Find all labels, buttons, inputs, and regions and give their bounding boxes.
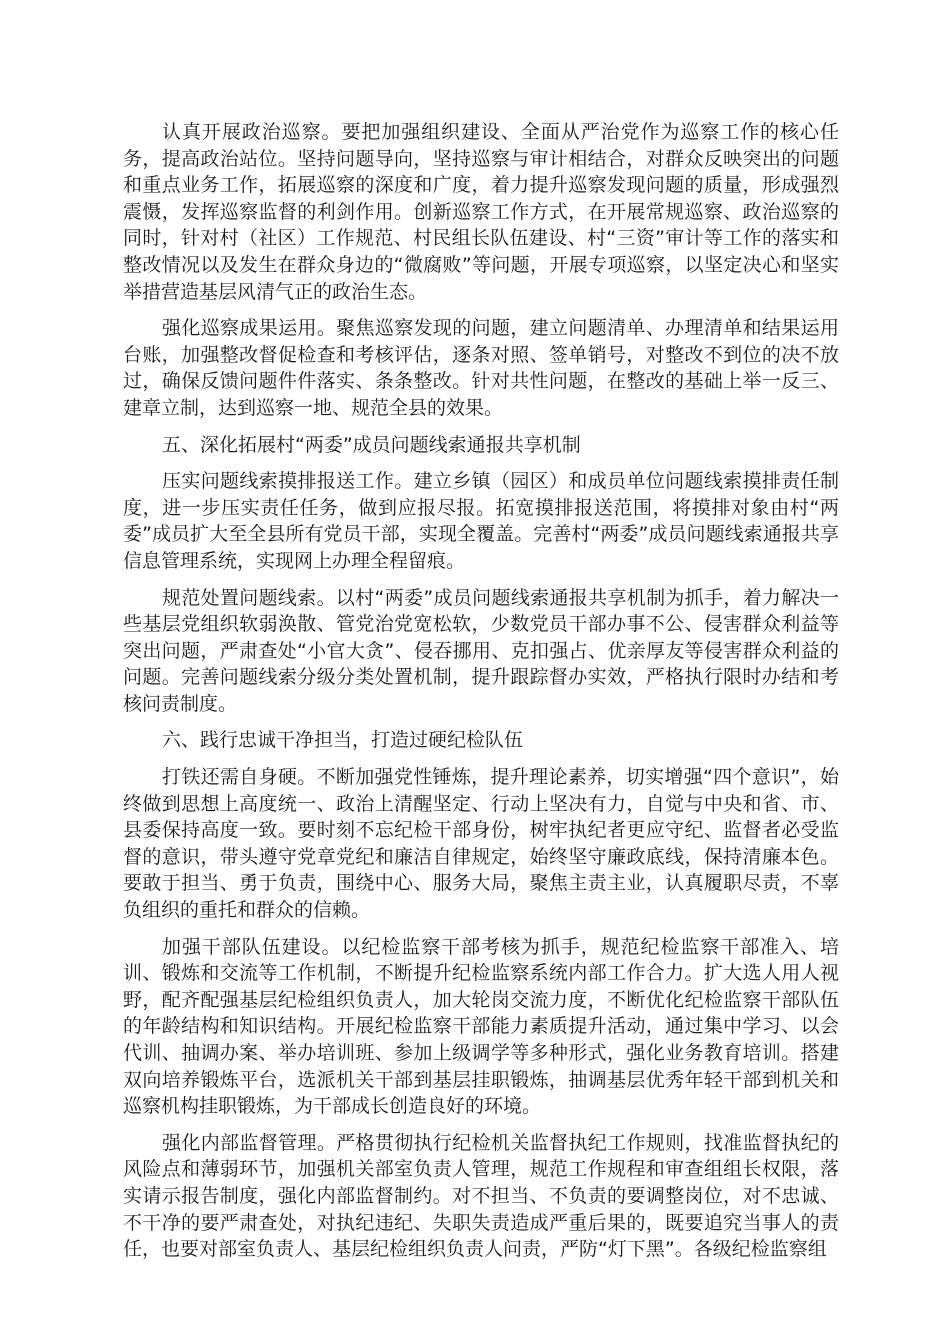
paragraph-inspection-results: 强化巡察成果运用。聚焦巡察发现的问题，建立问题清单、办理清单和结果运用台账，加强整改督促检查和考核评估，逐条对照、签单销号，对整改不到位的决不放过，确保反馈问题件件落实、条条整改。针对共性问题，在整改的基础上举一反三、建章立制，达到巡察一地、规范全县的效果。 [123,317,839,419]
paragraph-clue-reporting: 压实问题线索摸排报送工作。建立乡镇（园区）和成员单位问题线索摸排责任制度，进一步压实责任任务，做到应报尽报。拓宽摸排报送范围，将摸排对象由村“两委”成员扩大至全县所有党员干部，实现全覆盖。完善村“两委”成员问题线索通报共享信息管理系统，实现网上办理全程留痕。 [123,470,839,572]
section-heading-six: 六、践行忠诚干净担当，打造过硬纪检队伍 [162,729,524,752]
paragraph-team-building: 加强干部队伍建设。以纪检监察干部考核为抓手，规范纪检监察干部准入、培训、锻炼和交流等工作机制，不断提升纪检监察系统内部工作合力。扩大选人用人视野，配齐配强基层纪检组织负责人，加大轮岗交流力度，不断优化纪检监察干部队伍的年龄结构和知识结构。开展纪检监察干部能力素质提升活动，通过集中学习、以会代训、抽调办案、举办培训班、参加上级调学等多种形式，强化业务教育培训。搭建双向培养锻炼平台，选派机关干部到基层挂职锻炼，抽调基层优秀年轻干部到机关和巡察机构挂职锻炼，为干部成长创造良好的环境。 [123,935,839,1118]
section-heading-five: 五、深化拓展村“两委”成员问题线索通报共享机制 [162,433,581,456]
paragraph-clue-handling: 规范处置问题线索。以村“两委”成员问题线索通报共享机制为抓手，着力解决一些基层党组织软弱涣散、管党治党宽松软，少数党员干部办事不公、侵害群众利益等突出问题，严肃查处“小官大贪”、侵吞挪用、克扣强占、优亲厚友等侵害群众利益的问题。完善问题线索分级分类处置机制，提升跟踪督办实效，严格执行限时办结和考核问责制度。 [123,586,839,715]
paragraph-political-inspection: 认真开展政治巡察。要把加强组织建设、全面从严治党作为巡察工作的核心任务，提高政治站位。坚持问题导向，坚持巡察与审计相结合，对群众反映突出的问题和重点业务工作，拓展巡察的深度和广度，着力提升巡察发现问题的质量，形成强烈震慑，发挥巡察监督的利剑作用。创新巡察工作方式，在开展常规巡察、政治巡察的同时，针对村（社区）工作规范、村民组长队伍建设、村“三资”审计等工作的落实和整改情况以及发生在群众身边的“微腐败”等问题，开展专项巡察，以坚定决心和坚实举措营造基层风清气正的政治生态。 [123,121,839,303]
document-page [123,119,839,1273]
paragraph-internal-supervision: 强化内部监督管理。严格贯彻执行纪检机关监督执纪工作规则，找准监督执纪的风险点和薄弱环节，加强机关部室负责人管理，规范工作规程和审查组组长权限，落实请示报告制度，强化内部监督制约。对不担当、不负责的要调整岗位，对不忠诚、不干净的要严肃查处，对执纪违纪、失职失责造成严重后果的，既要追究当事人的责任，也要对部室负责人、基层纪检组织负责人问责，严防“灯下黑”。各级纪检监察组 [123,1131,839,1261]
paragraph-self-discipline: 打铁还需自身硬。不断加强党性锤炼，提升理论素养，切实增强“四个意识”，始终做到思想上高度统一、政治上清醒坚定、行动上坚决有力，自觉与中央和省、市、县委保持高度一致。要时刻不忘纪检干部身份，树牢执纪者更应守纪、监督者必受监督的意识，带头遵守党章党纪和廉洁自律规定，始终坚守廉政底线，保持清廉本色。要敢于担当、勇于负责，围绕中心、服务大局，聚焦主责主业，认真履职尽责，不辜负组织的重托和群众的信赖。 [123,766,839,922]
